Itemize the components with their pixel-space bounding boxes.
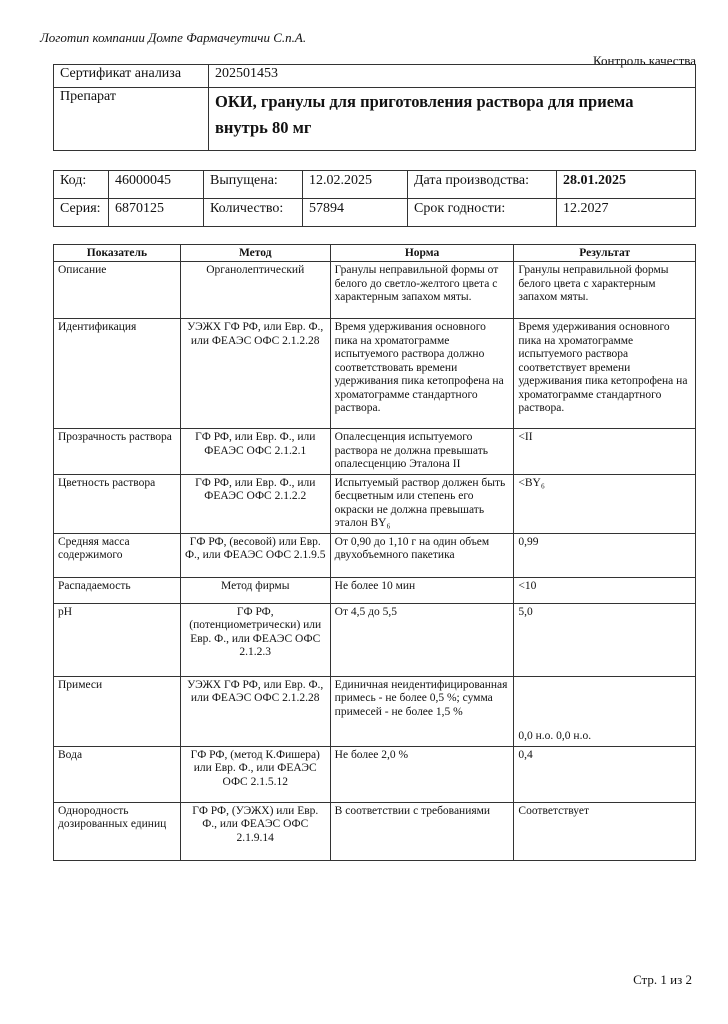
row-parameter: pH <box>54 603 181 676</box>
table-row <box>54 802 696 860</box>
row-parameter: Распадаемость <box>54 577 181 603</box>
table-row <box>54 676 696 746</box>
row-norm: Опалесценция испытуемого раствора не должна превышать опалесценцию Эталона II <box>330 429 514 475</box>
results-table <box>53 244 696 861</box>
row-parameter: Идентификация <box>54 319 181 429</box>
row-method: Органолептический <box>180 262 330 319</box>
row-result: Время удерживания основного пика на хроматограмме испытуемого раствора соответствует времени удерживания пика кетопрофена на хроматограмме стандартного раствора. <box>514 319 696 429</box>
certificate-table <box>53 64 696 151</box>
product-name: ОКИ, гранулы для приготовления раствора для приема внутрь 80 мг <box>209 88 696 151</box>
row-method: ГФ РФ, (метод К.Фишера) или Евр. Ф., или ФЕАЭС ОФС 2.1.5.12 <box>180 746 330 802</box>
row-parameter: Описание <box>54 262 181 319</box>
row-result: Гранулы неправильной формы белого цвета с характерным запахом мяты. <box>514 262 696 319</box>
prod-date-value: 28.01.2025 <box>557 171 696 199</box>
header-parameter: Показатель <box>54 245 181 262</box>
row-result: 0,99 <box>514 533 696 577</box>
product-label: Препарат <box>54 88 209 151</box>
table-row <box>54 533 696 577</box>
table-row <box>54 262 696 319</box>
row-norm: В соответствии с требованиями <box>330 802 514 860</box>
results-header-row <box>54 245 696 262</box>
table-row <box>54 319 696 429</box>
row-parameter: Однородность дозированных единиц <box>54 802 181 860</box>
row-result: 0,4 <box>514 746 696 802</box>
row-method: ГФ РФ, (весовой) или Евр. Ф., или ФЕАЭС ОФС 2.1.9.5 <box>180 533 330 577</box>
qty-value: 57894 <box>303 199 408 227</box>
row-result: <BY₆ <box>514 474 696 533</box>
row-method: УЭЖХ ГФ РФ, или Евр. Ф., или ФЕАЭС ОФС 2.1.2.28 <box>180 319 330 429</box>
row-result: <II <box>514 429 696 475</box>
row-norm: Гранулы неправильной формы от белого до светло-желтого цвета с характерным запахом мяты. <box>330 262 514 319</box>
row-method: ГФ РФ, или Евр. Ф., или ФЕАЭС ОФС 2.1.2.1 <box>180 429 330 475</box>
table-row <box>54 429 696 475</box>
series-label: Серия: <box>54 199 109 227</box>
cert-number: 202501453 <box>209 65 696 88</box>
header-norm: Норма <box>330 245 514 262</box>
row-norm: Не более 10 мин <box>330 577 514 603</box>
row-parameter: Примеси <box>54 676 181 746</box>
table-row <box>54 603 696 676</box>
row-norm: От 0,90 до 1,10 г на один объем двухобъемного пакетика <box>330 533 514 577</box>
qty-label: Количество: <box>204 199 303 227</box>
row-method: УЭЖХ ГФ РФ, или Евр. Ф., или ФЕАЭС ОФС 2.1.2.28 <box>180 676 330 746</box>
cert-label: Сертификат анализа <box>54 65 209 88</box>
expiry-value: 12.2027 <box>557 199 696 227</box>
row-method: ГФ РФ, (потенциометрически) или Евр. Ф., или ФЕАЭС ОФС 2.1.2.3 <box>180 603 330 676</box>
row-result: 5,0 <box>514 603 696 676</box>
row-method: ГФ РФ, (УЭЖХ) или Евр. Ф., или ФЕАЭС ОФС 2.1.9.14 <box>180 802 330 860</box>
company-logo-text: Логотип компании Домпе Фармачеутичи С.п.А. <box>40 30 307 45</box>
table-row <box>54 577 696 603</box>
quality-control-label: Контроль качества <box>592 53 696 68</box>
row-norm: Не более 2,0 % <box>330 746 514 802</box>
row-norm: Время удерживания основного пика на хроматограмме испытуемого раствора должно соответствовать времени удерживания пика кетопрофена на хроматограмме стандартного раствора. <box>330 319 514 429</box>
header-method: Метод <box>180 245 330 262</box>
expiry-label: Срок годности: <box>408 199 557 227</box>
row-norm: От 4,5 до 5,5 <box>330 603 514 676</box>
header-result: Результат <box>514 245 696 262</box>
row-norm: Единичная неидентифицированная примесь - не более 0,5 %; сумма примесей - не более 1,5 % <box>330 676 514 746</box>
row-result: Соответствует <box>514 802 696 860</box>
page-number: Стр. 1 из 2 <box>633 972 692 987</box>
row-parameter: Цветность раствора <box>54 474 181 533</box>
row-parameter: Средняя масса содержимого <box>54 533 181 577</box>
row-parameter: Вода <box>54 746 181 802</box>
code-value: 46000045 <box>109 171 204 199</box>
row-result: 0,0 н.о. 0,0 н.о. <box>514 676 696 746</box>
table-row <box>54 746 696 802</box>
row-method: ГФ РФ, или Евр. Ф., или ФЕАЭС ОФС 2.1.2.2 <box>180 474 330 533</box>
row-parameter: Прозрачность раствора <box>54 429 181 475</box>
code-label: Код: <box>54 171 109 199</box>
batch-info-table <box>53 170 696 227</box>
released-label: Выпущена: <box>204 171 303 199</box>
prod-date-label: Дата производства: <box>408 171 557 199</box>
row-norm: Испытуемый раствор должен быть бесцветным или степень его окраски не должна превышать эталон BY₆ <box>330 474 514 533</box>
table-row <box>54 474 696 533</box>
row-method: Метод фирмы <box>180 577 330 603</box>
series-value: 6870125 <box>109 199 204 227</box>
row-result: <10 <box>514 577 696 603</box>
released-value: 12.02.2025 <box>303 171 408 199</box>
